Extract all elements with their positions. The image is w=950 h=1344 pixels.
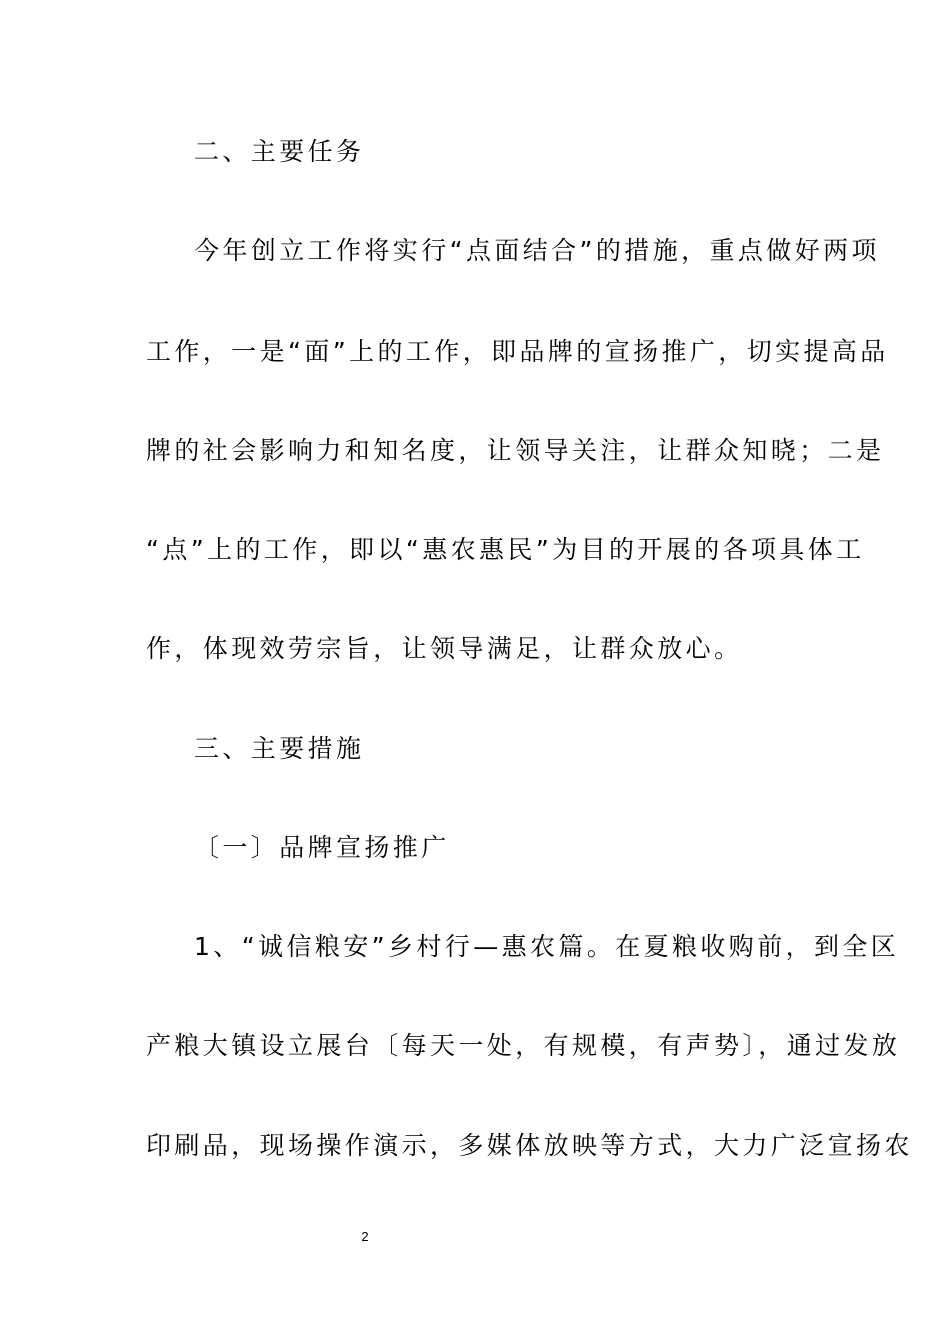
paragraph-line: 工作，一是“面”上的工作，即品牌的宣扬推广，切实提高品 xyxy=(146,337,889,366)
paragraph-line: 牌的社会影响力和知名度，让领导关注，让群众知晓；二是 xyxy=(146,436,885,465)
page-number: 2 xyxy=(361,1229,369,1244)
section-heading-main-measures: 三、主要措施 xyxy=(194,734,365,763)
paragraph-line: 今年创立工作将实行“点面结合”的措施，重点做好两项 xyxy=(194,236,880,265)
paragraph-line: 作，体现效劳宗旨，让领导满足，让群众放心。 xyxy=(146,634,743,663)
paragraph-line: “点”上的工作，即以“惠农惠民”为目的开展的各项具体工 xyxy=(146,535,865,564)
paragraph-line: 产粮大镇设立展台〔每天一处，有规模，有声势〕，通过发放 xyxy=(146,1031,901,1060)
subsection-heading-brand-promotion: 〔一〕品牌宣扬推广 xyxy=(194,833,450,862)
paragraph-line: 印刷品，现场操作演示，多媒体放映等方式，大力广泛宣扬农 xyxy=(146,1131,913,1160)
paragraph-line: 1、“诚信粮安”乡村行—惠农篇。在夏粮收购前，到全区 xyxy=(194,932,900,961)
section-heading-main-tasks: 二、主要任务 xyxy=(194,137,365,166)
